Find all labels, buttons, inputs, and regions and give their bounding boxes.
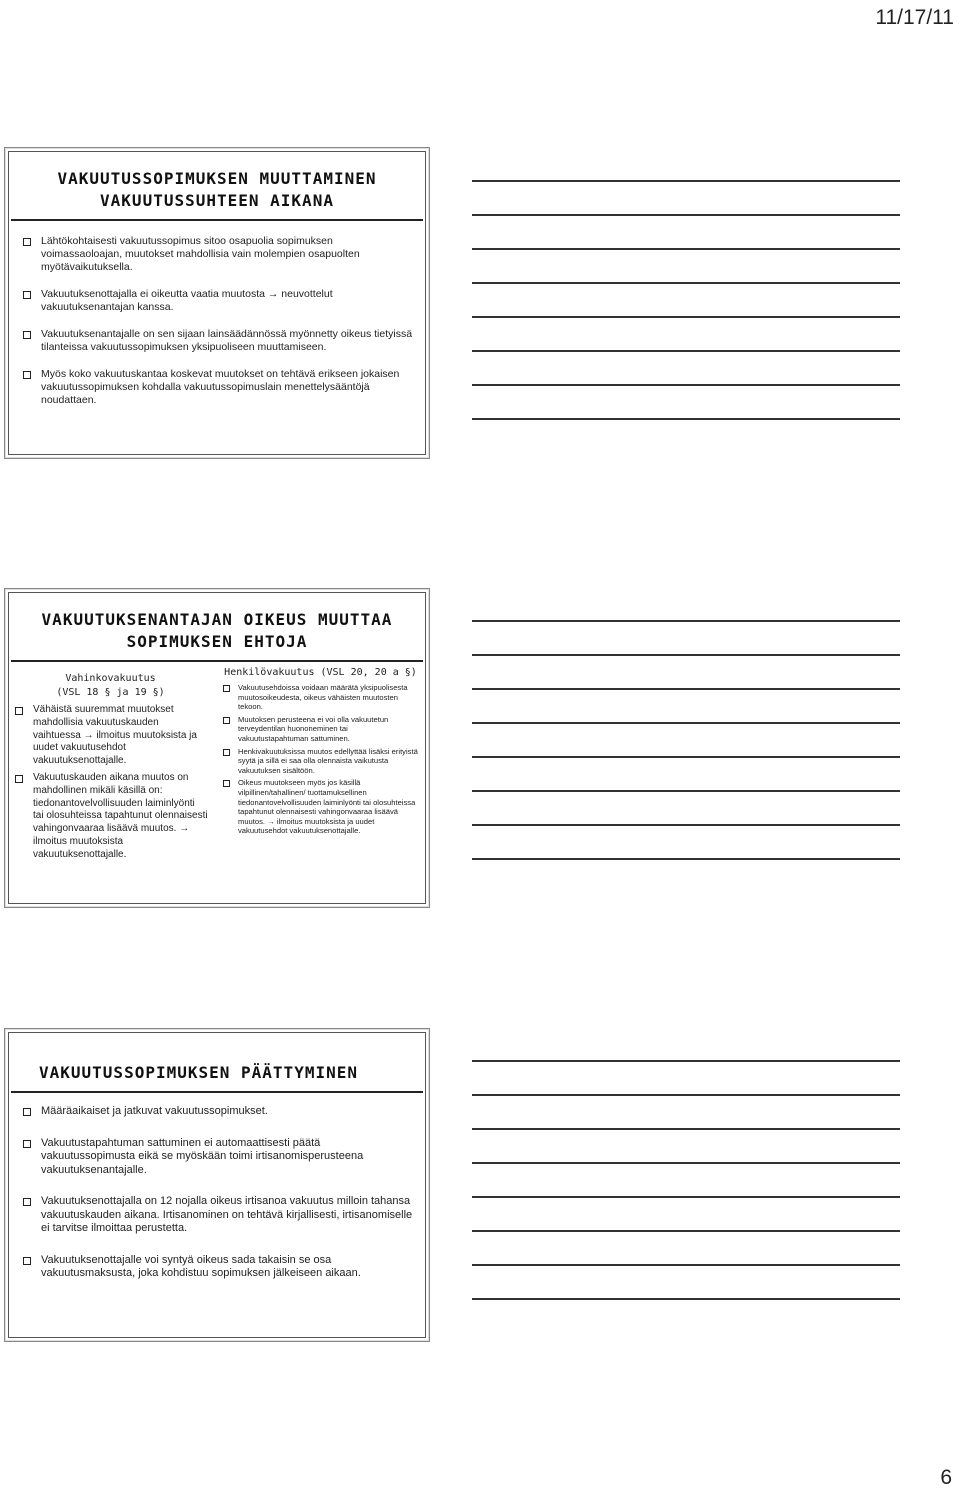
two-column-content bbox=[5, 668, 429, 862]
slide-1 bbox=[4, 147, 430, 459]
note-line bbox=[472, 1094, 900, 1096]
bullet-item: Lähtökohtaisesti vakuutussopimus sitoo osapuolia sopimuksen voimassaoloajan, muutokset mahdollisia vain molempien osapuolten myötävaikutuksella. bbox=[17, 235, 415, 274]
notes-lines bbox=[472, 180, 900, 452]
note-line bbox=[472, 688, 900, 690]
slide-divider bbox=[11, 219, 423, 221]
note-line bbox=[472, 418, 900, 420]
slide-title-line: VAKUUTUKSENANTAJAN OIKEUS MUUTTAA bbox=[41, 610, 393, 629]
column-heading-line: Henkilövakuutus (VSL 20, 20 a §) bbox=[224, 667, 417, 678]
note-line bbox=[472, 620, 900, 622]
note-line bbox=[472, 1162, 900, 1164]
column-heading-line: (VSL 18 § ja 19 §) bbox=[56, 687, 165, 698]
note-line bbox=[472, 1060, 900, 1062]
slide-divider bbox=[11, 1091, 423, 1093]
note-line bbox=[472, 1128, 900, 1130]
slide-title bbox=[5, 609, 429, 653]
bullet-item: Vakuutuksenottajalla ei oikeutta vaatia muutosta → neuvottelut vakuutuksenantajan kanssa. bbox=[17, 288, 415, 314]
note-line bbox=[472, 350, 900, 352]
bullet-list bbox=[13, 704, 208, 862]
note-line bbox=[472, 654, 900, 656]
note-line bbox=[472, 756, 900, 758]
note-line bbox=[472, 824, 900, 826]
bullet-item: Muutoksen perusteena ei voi olla vakuutetun terveydentilan huononeminen tai vakuutustapahtuman sattuminen. bbox=[222, 715, 419, 744]
slide-title bbox=[5, 1062, 429, 1084]
bullet-item: Vakuutuksenottajalla on 12 nojalla oikeus irtisanoa vakuutus milloin tahansa vakuutuskauden aikana. Irtisanominen on tehtävä kirjallisesti, irtisanomiselle ei tarvitse ilmoittaa perustetta. bbox=[17, 1195, 415, 1236]
bullet-list bbox=[5, 1105, 429, 1281]
bullet-list bbox=[5, 235, 429, 407]
slide-title bbox=[5, 168, 429, 212]
note-line bbox=[472, 790, 900, 792]
column-heading bbox=[13, 672, 208, 700]
bullet-list bbox=[222, 683, 419, 836]
slide-title-line: VAKUUTUSSOPIMUKSEN MUUTTAMINEN bbox=[57, 169, 377, 188]
bullet-item: Oikeus muutokseen myös jos käsillä vilpillinen/tahallinen/ tuottamuksellinen tiedonantovelvollisuuden laiminlyönti tai olosuhteissa tapahtunut olennaisesti vahingonvaaraa lisäävä muutos. → ilmoitus muutoksista ja uudet vakuutusehdot vakuutuksenottajalle. bbox=[222, 778, 419, 836]
note-line bbox=[472, 282, 900, 284]
bullet-item: Vähäistä suuremmat muutokset mahdollisia vakuutuskauden vaihtuessa → ilmoitus muutoksista ja uudet vakuutusehdot vakuutuksenottajalle. bbox=[13, 704, 208, 768]
note-line bbox=[472, 722, 900, 724]
note-line bbox=[472, 214, 900, 216]
note-line bbox=[472, 180, 900, 182]
note-line bbox=[472, 1298, 900, 1300]
page-date: 11/17/11 bbox=[875, 6, 954, 29]
slide-2 bbox=[4, 588, 430, 908]
notes-lines bbox=[472, 620, 900, 892]
note-line bbox=[472, 316, 900, 318]
slide-title-line: VAKUUTUSSUHTEEN AIKANA bbox=[100, 191, 334, 210]
bullet-item: Myös koko vakuutuskantaa koskevat muutokset on tehtävä erikseen jokaisen vakuutussopimuksen kohdalla vakuutussopimuslain menettelysääntöjä noudattaen. bbox=[17, 368, 415, 407]
note-line bbox=[472, 248, 900, 250]
note-line bbox=[472, 1264, 900, 1266]
slide-3 bbox=[4, 1028, 430, 1342]
slide-title-line: SOPIMUKSEN EHTOJA bbox=[126, 632, 308, 651]
column-henkilovakuutus bbox=[216, 668, 419, 862]
column-heading-line: Vahinkovakuutus bbox=[65, 673, 156, 684]
bullet-item: Vakuutusehdoissa voidaan määrätä yksipuolisesta muutosoikeudesta, oikeus vähäisten muutosten tekoon. bbox=[222, 683, 419, 712]
column-vahinkovakuutus bbox=[13, 668, 216, 862]
page-number: 6 bbox=[940, 1466, 952, 1489]
note-line bbox=[472, 858, 900, 860]
column-heading bbox=[222, 666, 419, 680]
slide-divider bbox=[11, 660, 423, 662]
bullet-item: Määräaikaiset ja jatkuvat vakuutussopimukset. bbox=[17, 1105, 415, 1119]
notes-lines bbox=[472, 1060, 900, 1332]
bullet-item: Vakuutuksenottajalle voi syntyä oikeus sada takaisin se osa vakuutusmaksusta, joka kohdistuu sopimuksen jälkeiseen aikaan. bbox=[17, 1254, 415, 1281]
bullet-item: Vakuutustapahtuman sattuminen ei automaattisesti päätä vakuutussopimusta eikä se myöskään toimi irtisanomisperusteena vakuutuksenantajalle. bbox=[17, 1137, 415, 1178]
bullet-item: Henkivakuutuksissa muutos edellyttää lisäksi erityistä syytä ja sillä ei saa olla olennaista vaikutusta vakuutuksen sisältöön. bbox=[222, 747, 419, 776]
note-line bbox=[472, 1230, 900, 1232]
note-line bbox=[472, 384, 900, 386]
bullet-item: Vakuutuskauden aikana muutos on mahdollinen mikäli käsillä on: tiedonantovelvollisuuden laiminlyönti tai olosuhteissa tapahtunut olennaisesti vahingonvaaraa lisäävä muutos. → ilmoitus muutoksista vakuutuksenottajalle. bbox=[13, 772, 208, 862]
slide-title-line: VAKUUTUSSOPIMUKSEN PÄÄTTYMINEN bbox=[39, 1063, 358, 1082]
note-line bbox=[472, 1196, 900, 1198]
bullet-item: Vakuutuksenantajalle on sen sijaan lainsäädännössä myönnetty oikeus tietyissä tilanteissa vakuutussopimuksen yksipuoliseen muuttamiseen. bbox=[17, 328, 415, 354]
